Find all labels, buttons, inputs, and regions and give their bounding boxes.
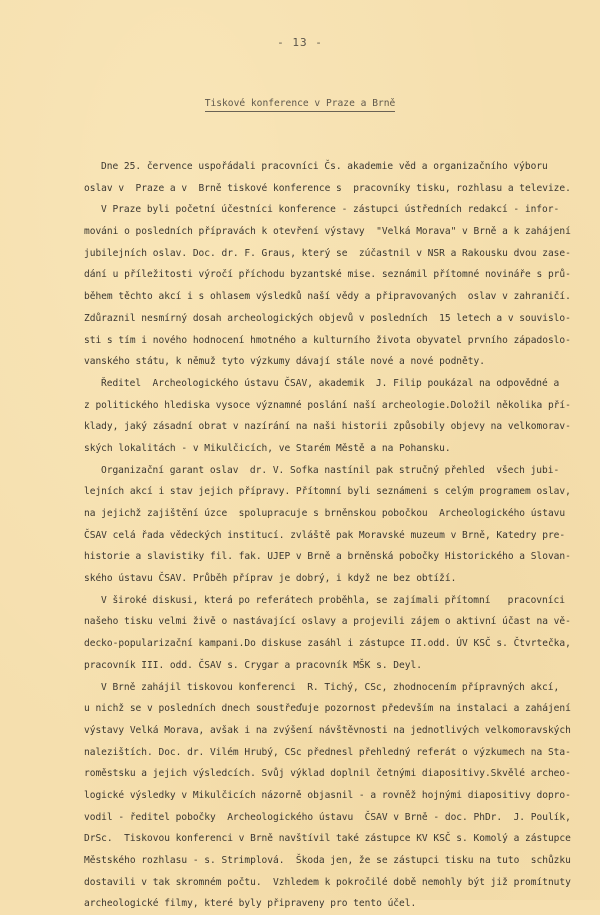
text-line: jubilejních oslav. Doc. dr. F. Graus, který se zúčastnil v NSR a Rakousku dvou zase- [84,247,571,259]
text-line: ských lokalitách - v Mikulčicích, ve Starém Městě a na Pohansku. [84,442,451,454]
text-line: vodil - ředitel pobočky Archeologického ústavu ČSAV v Brně - doc. PhDr. J. Poulík, [84,811,571,823]
text-line: vanského státu, k němuž tyto výzkumy dávají stále nové a nové podněty. [84,356,485,368]
document-body [84,156,600,915]
text-line: oslav v Praze a v Brně tiskové konference s pracovníky tisku, rozhlasu a televize. [84,182,571,194]
text-line: našeho tisku velmi živě o nastávající oslavy a projevili zájem o aktivní účast na vě- [84,616,571,628]
text-line: pracovník III. odd. ČSAV s. Crygar a pracovník MŠK s. Deyl. [84,659,422,671]
text-line: na jejichž zajištění úzce spolupracuje s brněnskou pobočkou Archeologického ústavu [84,508,566,519]
text-line: ského ústavu ČSAV. Průběh příprav je dobrý, i když ne bez obtíží. [84,573,457,585]
text-line: Zdůraznil nesmírný dosah archeologických objevů v posledních 15 letech a v souvislo- [84,312,571,324]
text-line: Dne 25. července uspořádali pracovníci Čs. akademie věd a organizačního výboru [101,161,548,172]
text-line: dání u příležitosti výročí příchodu byzantské mise. seznámil přítomné novináře s prů- [84,269,571,281]
text-line: roměstsku a jejich výsledcích. Svůj výklad doplnil četnými diapositivy.Skvělé archeo- [84,768,571,780]
text-line: z politického hlediska vysoce významné poslání naší archeologie.Doložil několika pří- [84,399,571,411]
text-line: DrSc. Tiskovou konferenci v Brně navštívil také zástupce KV KSČ s. Komolý a zástupce [84,833,571,845]
text-line: V Brně zahájil tiskovou konferenci R. Tichý, CSc, zhodnocením přípravných akcí, [101,681,560,693]
text-line: Organizační garant oslav dr. V. Sofka nastínil pak stručný přehled všech jubi- [101,464,560,476]
text-line: dostavili v tak skromném počtu. Vzhledem k pokročilé době nemohly být již promítnuty [84,876,571,888]
text-line: logické výsledky v Mikulčicích názorně objasnil - a rovněž hojnými diapositivy dopro- [84,789,571,801]
text-line: nalezištích. Doc. dr. Vilém Hrubý, CSc přednesl přehledný referát o výzkumech na Sta- [84,746,571,758]
text-line: Městského rozhlasu - s. Strimplová. Škoda jen, že se zástupci tisku na tuto schůzku [84,855,571,866]
title-wrapper [0,91,600,112]
text-line: u nichž se v posledních dnech soustřeďuje pozornost především na instalaci a zahájení [84,703,571,715]
text-line: Ředitel Archeologického ústavu ČSAV, akademik J. Filip poukázal na odpovědné a [101,377,560,389]
text-line: decko-popularizační kampani.Do diskuse zasáhl i zástupce II.odd. ÚV KSČ s. Čtvrtečka, [84,638,571,650]
text-line: klady, jaký zásadní obrat v nazírání na naši historii způsobily objevy na velkomorav- [84,421,571,433]
text-line: V Praze byli početní účestníci konference - zástupci ústředních redakcí - infor- [101,204,560,216]
document-title: Tiskové konference v Praze a Brně [205,98,396,112]
text-line: sti s tím i nového hodnocení hmotného a kulturního života obyvatel prvního západoslo- [84,334,571,346]
text-line: archeologické filmy, které byly připraveny pro tento účel. [84,898,417,910]
text-line: lejních akcí i stav jejich přípravy. Přítomní byli seznámeni s celým programem oslav, [84,486,571,498]
page-number: - 13 - [277,36,323,49]
text-line: V široké diskusi, která po referátech proběhla, se zajímali přítomní pracovníci [101,594,565,606]
text-line: mováni o posledních přípravách k otevření výstavy "Velká Morava" v Brně a k zahájení [84,226,571,238]
text-line: během těchto akcí i s ohlasem výsledků naší vědy a připravovaných oslav v zahraničí. [84,291,571,303]
text-line: historie a slavistiky fil. fak. UJEP v Brně a brněnská pobočky Historického a Slovan- [84,551,571,563]
text-line: výstavy Velká Morava, avšak i na zvýšení návštěvnosti na jednotlivých velkomoravských [84,724,571,736]
text-line: ČSAV celá řada vědeckých institucí. zvláště pak Moravské muzeum v Brně, Katedry pre- [84,529,566,541]
